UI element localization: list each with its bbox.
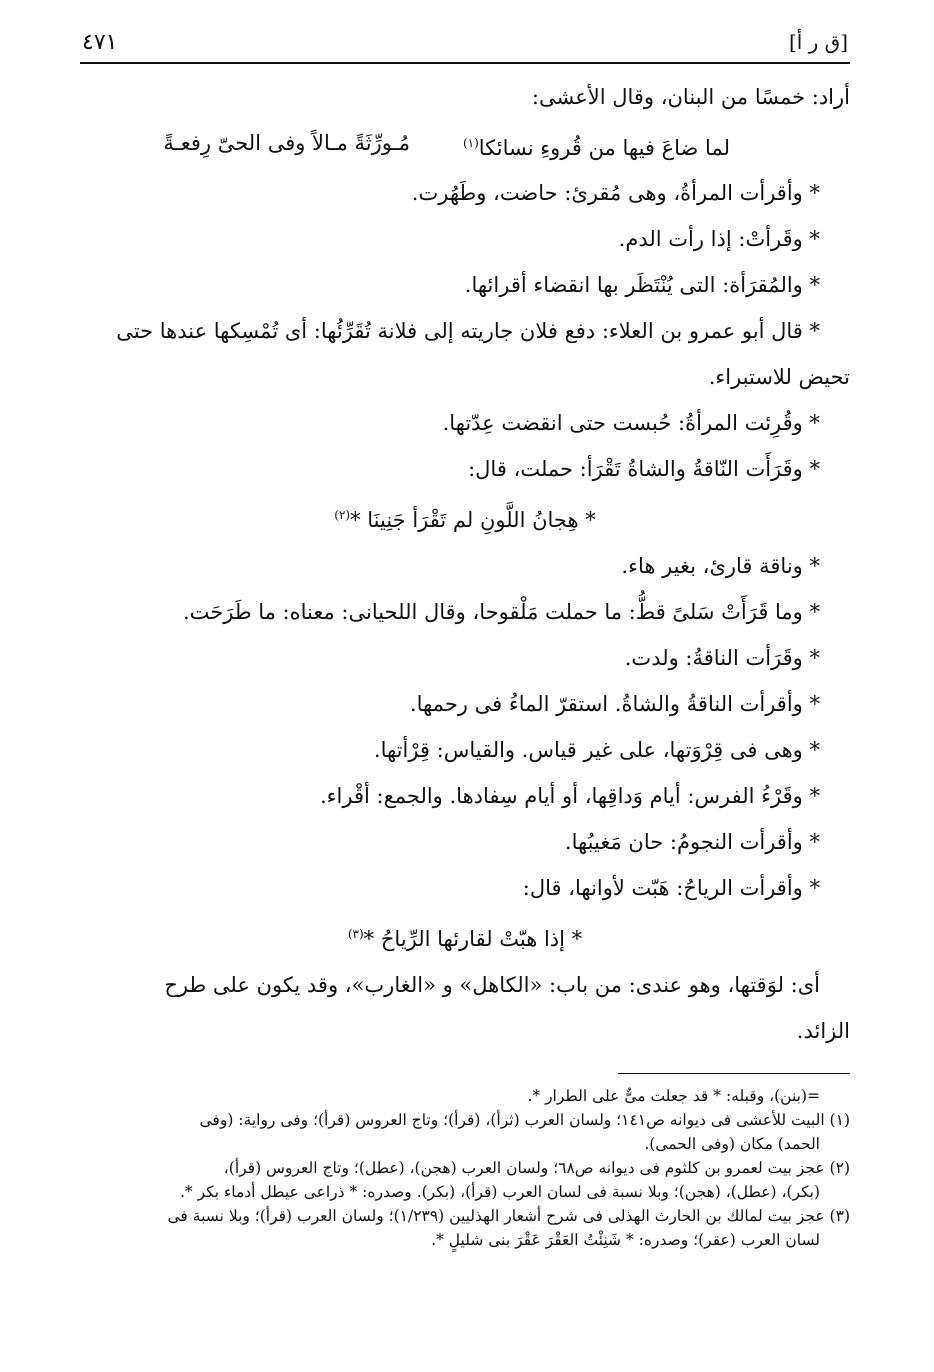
footnote-rule [618,1073,850,1074]
footnote-ref-3: (٣) [347,927,364,941]
verse-first-text: لما ضاعَ فيها من قُروءِ نسائكا [478,136,730,160]
entry: * وأقرأت المرأةُ، وهى مُقرئ: حاضت، وطَهُرت. [411,181,820,205]
entry: * والمُقرَأة: التى يُنْتَظَر بها انقضاء أقرائها. [464,273,820,297]
verse-second-hemistich: مُـورِّثَةً مـالاً وفى الحىّ رِفعـةً [163,131,410,155]
verse-first-hemistich [463,120,730,171]
footnote-ref-2: (٢) [334,508,351,522]
entry: * وقَرَأت الناقةُ: ولدت. [624,646,820,670]
footnote-3: (٣) عجز بيت لمالك بن الحارث الهذلى فى شرح أشعار الهذليين (١/٢٣٩)؛ ولسان العرب (قرأ)؛ وبلا نسبة فى [167,1207,850,1225]
entry: * وقَرأتْ: إذا رأت الدم. [618,227,820,251]
entry: * قال أبو عمرو بن العلاء: دفع فلان جاريته إلى فلانة تُقَرِّئُها: أى تُمْسِكها عندها حتى [116,319,820,343]
closing-line: أى: لوَقتها، وهو عندى: من باب: «الكاهل» و «الغارب»، وقد يكون على طرح [164,973,820,997]
root-letters-header: [ق ر أ] [788,30,848,54]
footnote-2: (٢) عجز بيت لعمرو بن كلثوم فى ديوانه ص٦٨؛ ولسان العرب (هجن)، (عطل)؛ وتاج العروس (قرأ)، [223,1159,850,1177]
footnote-1: (١) البيت للأعشى فى ديوانه ص١٤١؛ ولسان العرب (ثرأ)، (قرأ)؛ وتاج العروس (قرأ)؛ وفى رواية: (وفى [199,1111,850,1129]
entry: * وما قَرَأَتْ سَلىً قطُّ: ما حملت مَلْقوحا، وقال اللحيانى: معناه: ما طَرَحَت. [182,600,820,624]
verse-line [80,120,850,170]
footnote-3-continuation: لسان العرب (عقر)؛ وصدره: * شَنِئْتُ العَقْرَ عَقْرَ بنى شليلٍ *. [431,1231,820,1249]
quote-line [80,492,850,543]
header-rule [80,62,850,64]
running-head [80,22,850,62]
entry: * وناقة قارئ، بغير هاء. [621,554,820,578]
entry: * وقَرْءُ الفرس: أيام وَداقِها، أو أيام سِفادها. والجمع: أقْراء. [319,784,820,808]
intro-line: أراد: خمسًا من البنان، وقال الأعشى: [531,85,850,109]
entry: * وهى فى قِرْوَتها، على غير قياس. والقياس: قِرْأتها. [373,738,820,762]
quote-text: * هِجانُ اللَّونِ لم تَقْرَأ جَنِينَا * [350,508,596,532]
quote-line [80,911,850,962]
entry: * وقَرَأَت النّاقةُ والشاةُ تَقْرَأ: حملت، قال: [468,457,820,481]
entry-continuation: تحيض للاستبراء. [708,365,850,389]
footnote-continuation: =(بنن)، وقبله: * قد جعلت مىٌّ على الطرار *. [527,1087,820,1105]
quote-text: * إذا هبّتْ لقارئها الرِّياحُ * [363,927,583,951]
footnote-2-continuation: (بكر)، (عطل)، (هجن)؛ وبلا نسبة فى لسان العرب (قرأ)، (بكر). وصدره: * ذراعى عيطل أدماء بكر *. [179,1183,820,1201]
entry: * وأقرأت الرياحُ: هَبّت لأوانها، قال: [522,876,820,900]
entry: * وقُرِئت المرأةُ: حُبست حتى انقضت عِدّتها. [442,411,820,435]
entry: * وأقرأت الناقةُ والشاةُ. استقرّ الماءُ فى رحمها. [409,692,820,716]
footnote-ref-1: (١) [462,136,479,150]
page-number: ٤٧١ [82,30,118,55]
entry: * وأقرأت النجومُ: حان مَغيبُها. [564,830,820,854]
closing-continuation: الزائد. [796,1019,850,1043]
footnotes [80,1084,850,1252]
main-text [80,74,850,1054]
footnote-1-continuation: الحمد) مكان (وفى الحمى). [644,1135,820,1153]
